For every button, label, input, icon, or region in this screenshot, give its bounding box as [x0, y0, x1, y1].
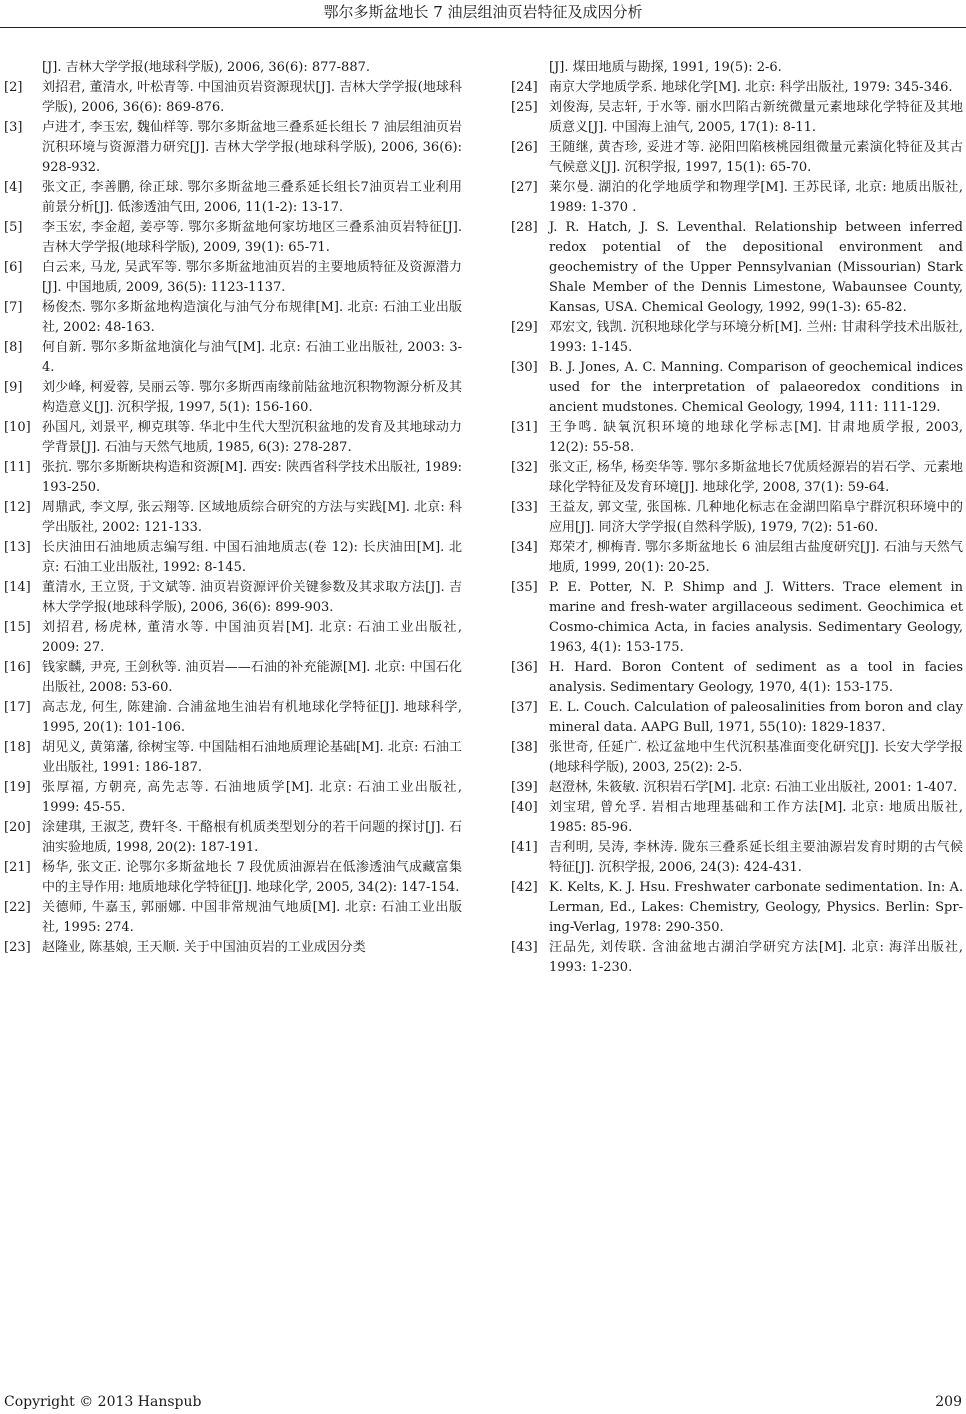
reference-text: 卢进才, 李玉宏, 魏仙样等. 鄂尔多斯盆地三叠系延长组长 7 油层组油页岩沉积环境与资源潜力研究[J]. 吉林大学学报(地球科学版), 2006, 36(6): 928-932.	[42, 120, 462, 175]
reference-entry	[4, 818, 462, 858]
reference-number: [20]	[4, 820, 31, 835]
reference-number: [21]	[4, 860, 31, 875]
reference-text: 何自新. 鄂尔多斯盆地演化与油气[M]. 北京: 石油工业出版社, 2003: 3-4.	[42, 340, 462, 375]
reference-number: [18]	[4, 740, 31, 755]
reference-text: 白云来, 马龙, 吴武军等. 鄂尔多斯盆地油页岩的主要地质特征及资源潜力[J]. 中国地质, 2009, 36(5): 1123-1137.	[42, 260, 462, 295]
reference-entry	[511, 218, 963, 318]
reference-number: [27]	[511, 180, 538, 195]
reference-text: 吉利明, 吴涛, 李林涛. 陇东三叠系延长组主要油源岩发育时期的古气候特征[J]. 沉积学报, 2006, 24(3): 424-431.	[549, 840, 963, 875]
reference-text: 周鼎武, 李文厚, 张云翔等. 区域地质综合研究的方法与实践[M]. 北京: 科学出版社, 2002: 121-133.	[42, 500, 462, 535]
reference-number: [16]	[4, 660, 31, 675]
reference-number: [19]	[4, 780, 31, 795]
references-left-column	[4, 58, 462, 958]
reference-text: 王益友, 郭文莹, 张国栋. 几种地化标志在金湖凹陷阜宁群沉积环境中的应用[J]. 同济大学学报(自然科学版), 1979, 7(2): 51-60.	[549, 500, 963, 535]
reference-number: [30]	[511, 360, 538, 375]
reference-text: 钱家麟, 尹亮, 王剑秋等. 油页岩——石油的补充能源[M]. 北京: 中国石化出版社, 2008: 53-60.	[42, 660, 462, 695]
reference-entry	[4, 778, 462, 818]
reference-entry	[511, 838, 963, 878]
references-right-column	[511, 58, 963, 978]
reference-entry	[511, 458, 963, 498]
reference-number: [36]	[511, 660, 538, 675]
reference-text: 汪品先, 刘传联. 含油盆地古湖泊学研究方法[M]. 北京: 海洋出版社, 1993: 1-230.	[549, 940, 963, 975]
reference-entry	[511, 78, 963, 98]
reference-entry	[4, 458, 462, 498]
reference-text: 张文正, 李善鹏, 徐正球. 鄂尔多斯盆地三叠系延长组长7油页岩工业利用前景分析[J]. 低渗透油气田, 2006, 11(1-2): 13-17.	[42, 180, 462, 215]
reference-number: [3]	[4, 120, 23, 135]
reference-entry	[4, 378, 462, 418]
reference-number: [12]	[4, 500, 31, 515]
reference-entry	[511, 778, 963, 798]
reference-entry	[511, 798, 963, 838]
reference-text: 杨华, 张文正. 论鄂尔多斯盆地长 7 段优质油源岩在低渗透油气成藏富集中的主导作用: 地质地球化学特征[J]. 地球化学, 2005, 34(2): 147-154.	[42, 860, 462, 895]
reference-number: [9]	[4, 380, 23, 395]
reference-text: 张厚福, 方朝亮, 高先志等. 石油地质学[M]. 北京: 石油工业出版社, 1999: 45-55.	[42, 780, 462, 815]
reference-text: 李玉宏, 李金超, 姜亭等. 鄂尔多斯盆地何家坊地区三叠系油页岩特征[J]. 吉林大学学报(地球科学版), 2009, 39(1): 65-71.	[42, 220, 462, 255]
reference-number: [43]	[511, 940, 538, 955]
reference-number: [5]	[4, 220, 23, 235]
page-footer	[0, 1392, 966, 1412]
reference-entry	[511, 938, 963, 978]
reference-number: [7]	[4, 300, 23, 315]
reference-entry	[511, 578, 963, 658]
reference-number: [35]	[511, 580, 538, 595]
reference-number: [11]	[4, 460, 31, 475]
reference-text: 孙国凡, 刘景平, 柳克琪等. 华北中生代大型沉积盆地的发育及其地球动力学背景[J]. 石油与天然气地质, 1985, 6(3): 278-287.	[42, 420, 462, 455]
reference-number: [26]	[511, 140, 538, 155]
reference-list-left	[4, 78, 462, 958]
reference-entry	[511, 178, 963, 218]
running-header	[0, 0, 966, 24]
reference-entry	[511, 358, 963, 418]
reference-text: B. J. Jones, A. C. Manning. Comparison of geochemical indices used for the interpretation of palaeoredox conditions in ancient mudstones. Chemical Geology, 1994, 111: 111-129.	[549, 360, 963, 415]
reference-text: 涂建琪, 王淑芝, 费轩冬. 干酪根有机质类型划分的若干问题的探讨[J]. 石油实验地质, 1998, 20(2): 187-191.	[42, 820, 462, 855]
reference-number: [28]	[511, 220, 538, 235]
reference-list-right	[511, 78, 963, 978]
reference-entry	[4, 658, 462, 698]
reference-text: K. Kelts, K. J. Hsu. Freshwater carbonate sedimentation. In: A. Lerman, Ed., Lakes: Chemistry, Geology, Physics. Berlin: Spr-ing-Verlag, 1978: 290-350.	[549, 880, 963, 935]
reference-entry	[4, 938, 462, 958]
reference-entry	[4, 498, 462, 538]
reference-continuation: [J]. 煤田地质与勘探, 1991, 19(5): 2-6.	[549, 60, 782, 75]
reference-text: 长庆油田石油地质志编写组. 中国石油地质志(卷 12): 长庆油田[M]. 北京: 石油工业出版社, 1992: 8-145.	[42, 540, 462, 575]
reference-text: 张抗. 鄂尔多斯断块构造和资源[M]. 西安: 陕西省科学技术出版社, 1989: 193-250.	[42, 460, 462, 495]
reference-entry	[4, 338, 462, 378]
reference-text: 南京大学地质学系. 地球化学[M]. 北京: 科学出版社, 1979: 345-346.	[549, 80, 953, 95]
reference-number: [2]	[4, 80, 23, 95]
reference-number: [41]	[511, 840, 538, 855]
reference-text: H. Hard. Boron Content of sediment as a tool in facies analysis. Sedimentary Geology, 1970, 4(1): 153-175.	[549, 660, 963, 695]
reference-entry	[511, 878, 963, 938]
reference-text: 赵隆业, 陈基娘, 王天顺. 关于中国油页岩的工业成因分类	[42, 940, 366, 955]
reference-entry	[4, 538, 462, 578]
reference-text: 董清水, 王立贤, 于文斌等. 油页岩资源评价关键参数及其求取方法[J]. 吉林大学学报(地球科学版), 2006, 36(6): 899-903.	[42, 580, 462, 615]
reference-text: 刘招君, 杨虎林, 董清水等. 中国油页岩[M]. 北京: 石油工业出版社, 2009: 27.	[42, 620, 462, 655]
reference-number: [42]	[511, 880, 538, 895]
reference-entry	[4, 78, 462, 118]
reference-text: 张世奇, 任延广. 松辽盆地中生代沉积基准面变化研究[J]. 长安大学学报(地球科学版), 2003, 25(2): 2-5.	[549, 740, 963, 775]
running-header-title: 鄂尔多斯盆地长 7 油层组油页岩特征及成因分析	[323, 3, 643, 21]
header-divider	[0, 27, 966, 28]
reference-text: 刘俊海, 吴志轩, 于水等. 丽水凹陷古新统微量元素地球化学特征及其地质意义[J]. 中国海上油气, 2005, 17(1): 8-11.	[549, 100, 963, 135]
reference-text: E. L. Couch. Calculation of paleosalinities from boron and clay mineral data. AAPG Bull, 1971, 55(10): 1829-1837.	[549, 700, 963, 735]
reference-entry	[4, 218, 462, 258]
reference-number: [38]	[511, 740, 538, 755]
reference-number: [23]	[4, 940, 31, 955]
reference-number: [4]	[4, 180, 23, 195]
reference-entry	[511, 498, 963, 538]
reference-entry	[4, 118, 462, 178]
copyright-notice: Copyright © 2013 Hanspub	[4, 1394, 202, 1410]
reference-entry	[511, 418, 963, 458]
reference-number: [24]	[511, 80, 538, 95]
reference-entry	[511, 538, 963, 578]
reference-text: 张文正, 杨华, 杨奕华等. 鄂尔多斯盆地长7优质烃源岩的岩石学、元素地球化学特征及发育环境[J]. 地球化学, 2008, 37(1): 59-64.	[549, 460, 963, 495]
reference-number: [22]	[4, 900, 31, 915]
page-number: 209	[935, 1394, 962, 1410]
reference-entry	[4, 618, 462, 658]
reference-entry	[511, 98, 963, 138]
reference-entry	[4, 578, 462, 618]
reference-entry	[4, 738, 462, 778]
reference-number: [15]	[4, 620, 31, 635]
reference-entry	[4, 898, 462, 938]
reference-entry	[4, 698, 462, 738]
reference-entry	[4, 298, 462, 338]
reference-entry	[511, 738, 963, 778]
reference-entry	[4, 258, 462, 298]
reference-number: [8]	[4, 340, 23, 355]
reference-continuation: [J]. 吉林大学学报(地球科学版), 2006, 36(6): 877-887.	[42, 60, 370, 75]
reference-number: [29]	[511, 320, 538, 335]
reference-text: 王随继, 黄杏珍, 妥进才等. 泌阳凹陷核桃园组微量元素演化特征及其古气候意义[J]. 沉积学报, 1997, 15(1): 65-70.	[549, 140, 963, 175]
reference-text: 赵澄林, 朱筱敏. 沉积岩石学[M]. 北京: 石油工业出版社, 2001: 1-407.	[549, 780, 958, 795]
reference-number: [14]	[4, 580, 31, 595]
reference-text: 胡见义, 黄第藩, 徐树宝等. 中国陆相石油地质理论基础[M]. 北京: 石油工业出版社, 1991: 186-187.	[42, 740, 462, 775]
reference-text: 刘招君, 董清水, 叶松青等. 中国油页岩资源现状[J]. 吉林大学学报(地球科学版), 2006, 36(6): 869-876.	[42, 80, 462, 115]
reference-number: [33]	[511, 500, 538, 515]
reference-text: J. R. Hatch, J. S. Leventhal. Relationship between inferred redox potential of the depositional environment and geochemistry of the Upper Pennsylvanian (Missourian) Stark Shale Member of the Dennis Limestone, Wabaunsee County, Kansas, USA. Chemical Geology, 1992, 99(1-3): 65-82.	[549, 220, 963, 315]
reference-text: 邓宏文, 钱凯. 沉积地球化学与环境分析[M]. 兰州: 甘肃科学技术出版社, 1993: 1-145.	[549, 320, 963, 355]
reference-text: 高志龙, 何生, 陈建渝. 合浦盆地生油岩有机地球化学特征[J]. 地球科学, 1995, 20(1): 101-106.	[42, 700, 462, 735]
reference-number: [37]	[511, 700, 538, 715]
reference-entry	[4, 178, 462, 218]
reference-number: [10]	[4, 420, 31, 435]
reference-text: 刘宝珺, 曾允孚. 岩相古地理基础和工作方法[M]. 北京: 地质出版社, 1985: 85-96.	[549, 800, 963, 835]
reference-text: 杨俊杰. 鄂尔多斯盆地构造演化与油气分布规律[M]. 北京: 石油工业出版社, 2002: 48-163.	[42, 300, 462, 335]
reference-number: [31]	[511, 420, 538, 435]
reference-entry	[511, 698, 963, 738]
reference-text: P. E. Potter, N. P. Shimp and J. Witters. Trace element in marine and fresh-water argillaceous sediment. Geochimica et Cosmo-chimica Acta, in facies analysis. Sedimentary Geology, 1963, 4(1): 153-175.	[549, 580, 963, 655]
reference-number: [40]	[511, 800, 538, 815]
reference-text: 王争鸣. 缺氧沉积环境的地球化学标志[M]. 甘肃地质学报, 2003, 12(2): 55-58.	[549, 420, 963, 455]
reference-number: [32]	[511, 460, 538, 475]
reference-entry	[511, 318, 963, 358]
reference-entry	[511, 138, 963, 178]
reference-number: [13]	[4, 540, 31, 555]
reference-text: 郑荣才, 柳梅青. 鄂尔多斯盆地长 6 油层组古盐度研究[J]. 石油与天然气地质, 1999, 20(1): 20-25.	[549, 540, 963, 575]
reference-entry	[511, 658, 963, 698]
reference-text: 关德师, 牛嘉玉, 郭丽娜. 中国非常规油气地质[M]. 北京: 石油工业出版社, 1995: 274.	[42, 900, 462, 935]
reference-number: [6]	[4, 260, 23, 275]
reference-number: [39]	[511, 780, 538, 795]
reference-number: [34]	[511, 540, 538, 555]
reference-number: [17]	[4, 700, 31, 715]
reference-number: [25]	[511, 100, 538, 115]
reference-entry	[4, 858, 462, 898]
reference-text: 莱尔曼. 湖泊的化学地质学和物理学[M]. 王苏民译, 北京: 地质出版社, 1989: 1-370 .	[549, 180, 963, 215]
reference-text: 刘少峰, 柯爱蓉, 吴丽云等. 鄂尔多斯西南缘前陆盆地沉积物物源分析及其构造意义[J]. 沉积学报, 1997, 5(1): 156-160.	[42, 380, 462, 415]
reference-entry	[4, 418, 462, 458]
